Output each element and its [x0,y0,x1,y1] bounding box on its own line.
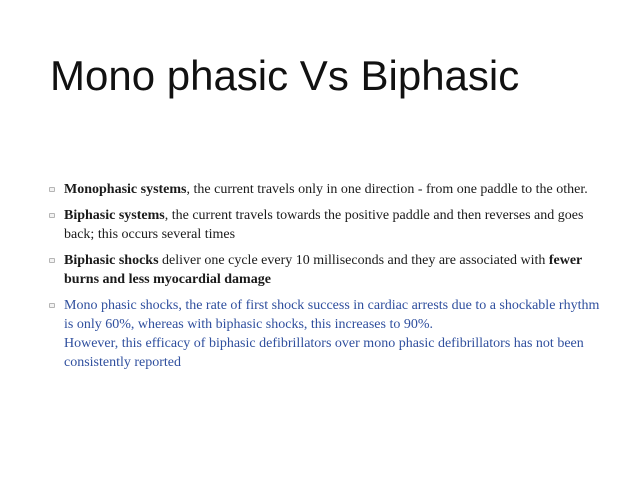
bullet-text-line-1: Mono phasic shocks, the rate of first shock success in cardiac arrests due to a shockable rhythm is only 60%, whereas with biphasic shocks, this increases to 90%. [64,298,600,332]
bullet-text-line-2: However, this efficacy of biphasic defibrillators over mono phasic defibrillators has not been consistently reported [64,336,584,370]
bullet-square-icon [49,187,55,192]
slide-title: Mono phasic Vs Biphasic [50,52,520,99]
bullet-monophasic-systems [49,180,601,199]
bullet-text: , the current travels towards the positive paddle and then reverses and goes back; this occurs several times [64,208,584,242]
bullet-lead: Biphasic shocks [64,253,159,268]
bullet-monophasic-shocks [49,296,601,372]
bullet-lead: Monophasic systems [64,182,187,197]
bullet-square-icon [49,213,55,218]
bullet-list [49,180,601,379]
bullet-biphasic-systems [49,206,601,244]
bullet-biphasic-shocks [49,251,601,289]
bullet-text: , the current travels only in one direction - from one paddle to the other. [186,182,588,197]
bullet-square-icon [49,258,55,263]
bullet-lead: Biphasic systems [64,208,165,223]
bullet-text: deliver one cycle every 10 milliseconds and they are associated with [158,253,549,268]
bullet-square-icon [49,303,55,308]
bullet-emphasis: fewer burns and less myocardial damage [64,253,583,287]
